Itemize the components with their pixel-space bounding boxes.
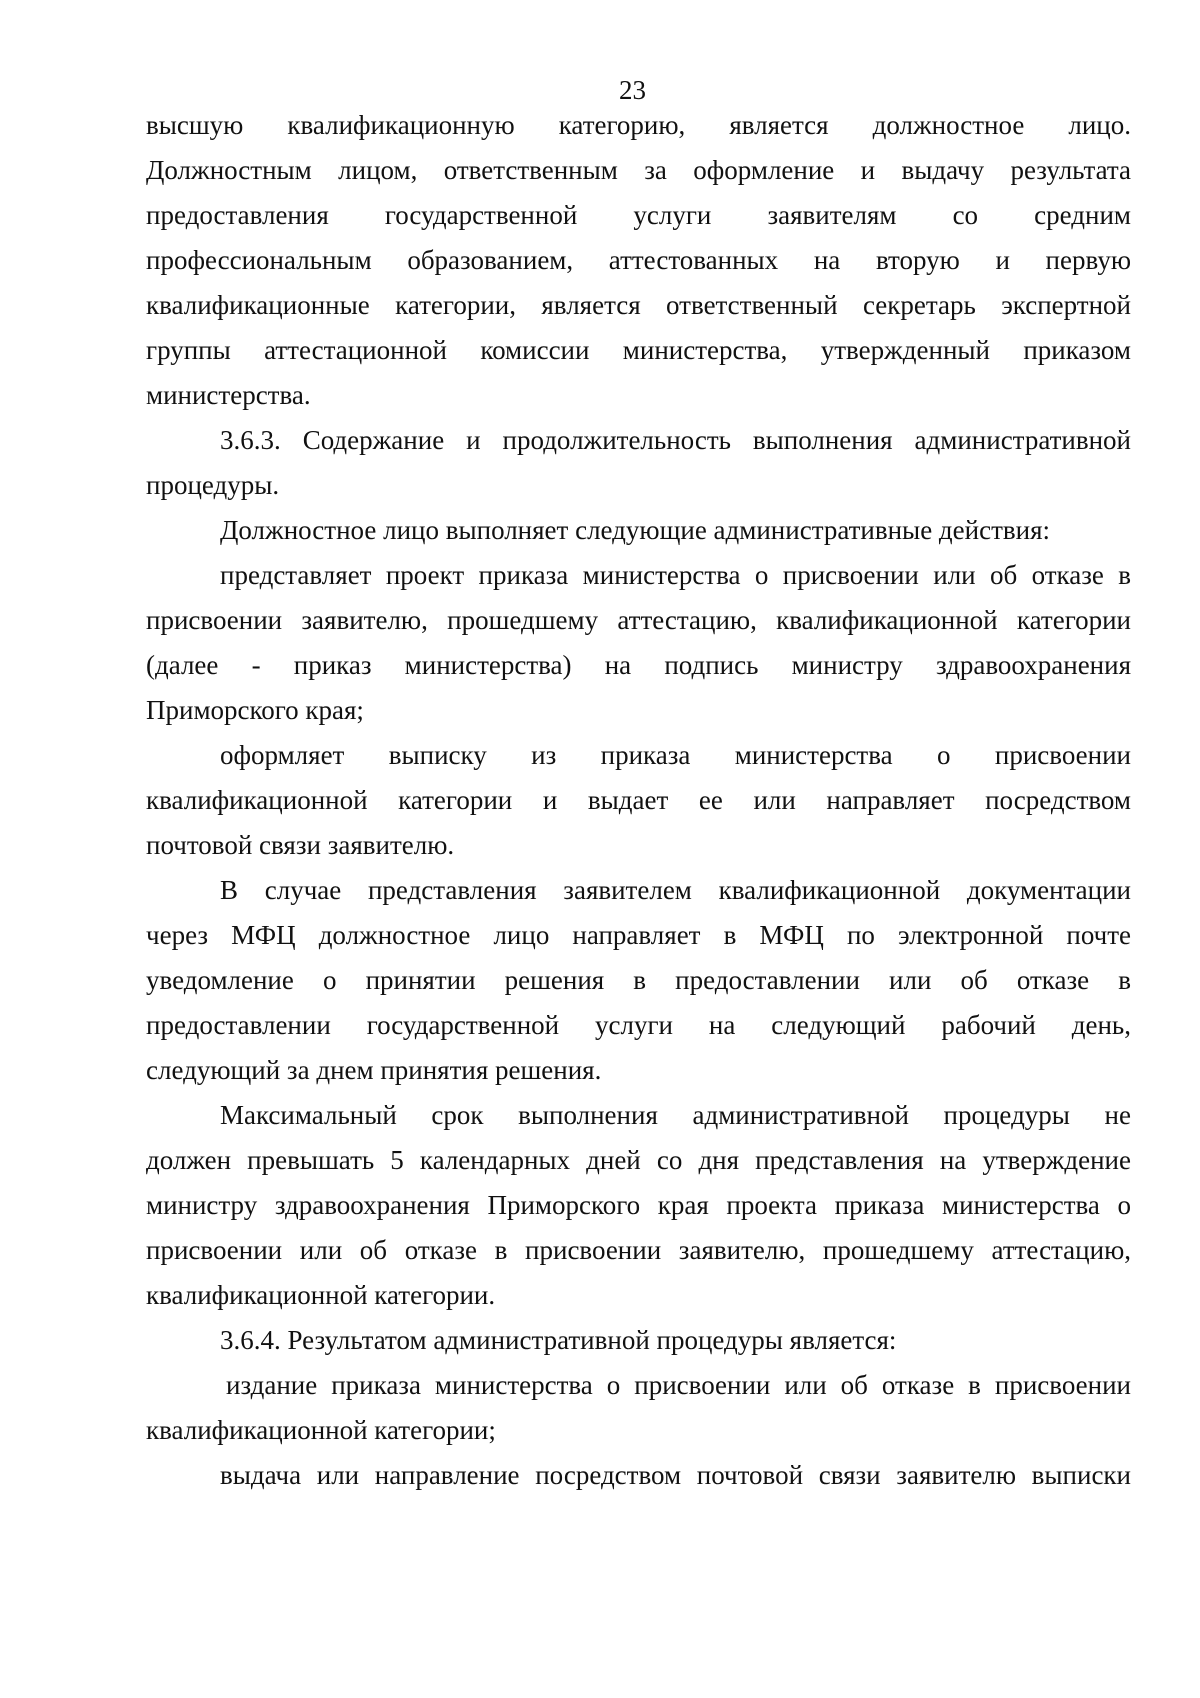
text-line: квалификационной категории; xyxy=(146,1415,496,1445)
text-line: Приморского края; xyxy=(146,695,364,725)
text-line: министерства. xyxy=(146,380,311,410)
text-line: процедуры. xyxy=(146,470,280,500)
text-line: присвоении заявителю, прошедшему аттестацию, квалификационной категории xyxy=(146,605,1131,635)
text-line: выдача или направление посредством почтовой связи заявителю выписки xyxy=(220,1460,1131,1490)
text-line: квалификационной категории и выдает ее или направляет посредством xyxy=(146,785,1131,815)
text-line: высшую квалификационную категорию, является должностное лицо. xyxy=(146,110,1131,140)
text-line: квалификационные категории, является ответственный секретарь экспертной xyxy=(146,290,1131,320)
text-line: оформляет выписку из приказа министерства о присвоении xyxy=(220,740,1131,770)
text-line: квалификационной категории. xyxy=(146,1280,496,1310)
section-heading-line: 3.6.3. Содержание и продолжительность выполнения административной xyxy=(220,425,1131,455)
text-line: уведомление о принятии решения в предоставлении или об отказе в xyxy=(146,965,1131,995)
text-line: группы аттестационной комиссии министерства, утвержденный приказом xyxy=(146,335,1131,365)
section-heading-line: 3.6.4. Результатом административной процедуры является: xyxy=(220,1325,897,1355)
text-line: присвоении или об отказе в присвоении заявителю, прошедшему аттестацию, xyxy=(146,1235,1131,1265)
text-line: Максимальный срок выполнения административной процедуры не xyxy=(220,1100,1131,1130)
text-line: Должностное лицо выполняет следующие административные действия: xyxy=(220,515,1050,545)
page-number: 23 xyxy=(619,75,646,105)
text-line: предоставлении государственной услуги на следующий рабочий день, xyxy=(146,1010,1131,1040)
text-line: профессиональным образованием, аттестованных на вторую и первую xyxy=(146,245,1131,275)
text-line: Должностным лицом, ответственным за оформление и выдачу результата xyxy=(146,155,1131,185)
text-line: издание приказа министерства о присвоении или об отказе в присвоении xyxy=(226,1370,1131,1400)
text-line: представляет проект приказа министерства о присвоении или об отказе в xyxy=(220,560,1131,590)
text-line: В случае представления заявителем квалификационной документации xyxy=(220,875,1131,905)
text-line: (далее - приказ министерства) на подпись министру здравоохранения xyxy=(146,650,1131,680)
text-line: предоставления государственной услуги заявителям со средним xyxy=(146,200,1131,230)
text-line: почтовой связи заявителю. xyxy=(146,830,455,860)
text-line: должен превышать 5 календарных дней со дня представления на утверждение xyxy=(146,1145,1131,1175)
text-line: следующий за днем принятия решения. xyxy=(146,1055,602,1085)
text-line: через МФЦ должностное лицо направляет в МФЦ по электронной почте xyxy=(146,920,1131,950)
text-line: министру здравоохранения Приморского края проекта приказа министерства о xyxy=(146,1190,1131,1220)
